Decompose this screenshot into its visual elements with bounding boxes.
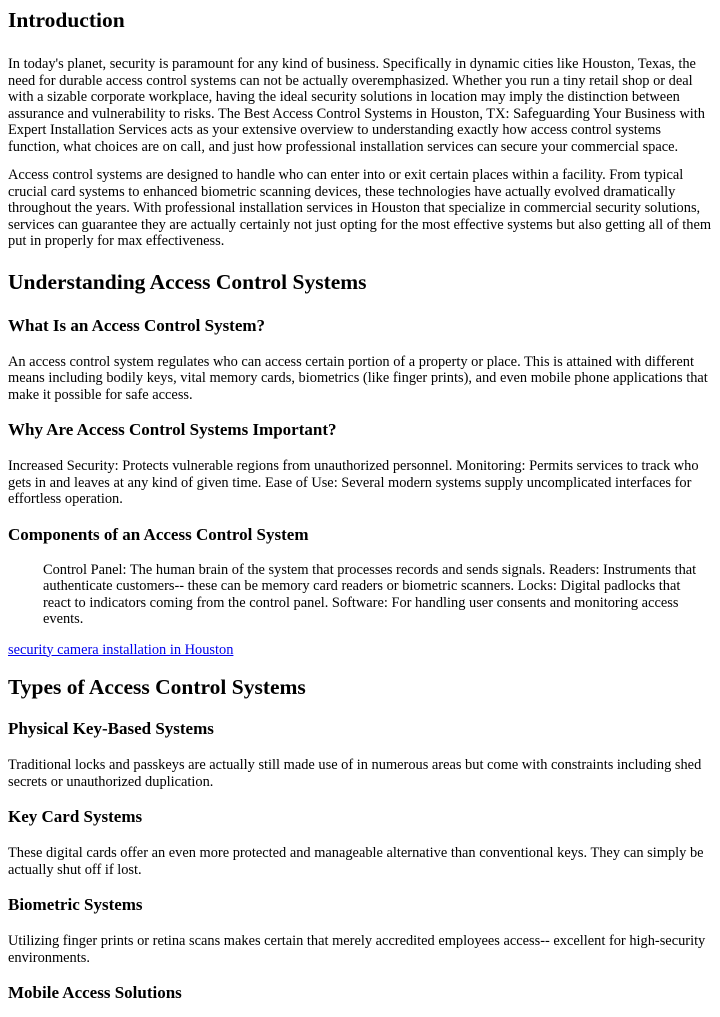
intro-heading: Introduction: [8, 8, 125, 32]
what-is-heading: What Is an Access Control System?: [8, 315, 266, 335]
types-heading: Types of Access Control Systems: [8, 675, 306, 699]
intro-paragraph-1: In today's planet, security is paramount for any kind of business. Specifically in dynamic cities like Houston, Texas, the need for durable access control systems can not be actually overemphasized. Whether you run a tiny retail shop or deal with a sizable corporate workplace, having the ideal security solutions in location may imply the distinction between assurance and vulnerability to risks. The Best Access Control Systems in Houston, TX: Safeguarding Your Business with Expert Installation Services acts as your extensive overview to understanding exactly how access control systems function, what choices are on call, and just how professional installation services can secure your commercial space.: [8, 56, 705, 155]
why-important-paragraph: Increased Security: Protects vulnerable regions from unauthorized personnel. Monitoring: Permits services to track who gets in and leaves at any kind of given time. Ease of Use: Several modern systems supply uncomplicated interfaces for effortless operation.: [8, 458, 699, 507]
biometric-heading: Biometric Systems: [8, 895, 143, 914]
what-is-paragraph: An access control system regulates who can access certain portion of a property or place. This is attained with different means including bodily keys, vital memory cards, biometrics (like finger prints), and even mobile phone applications that make it possible for safe access.: [8, 353, 708, 403]
physical-key-heading: Physical Key-Based Systems: [8, 719, 214, 738]
security-camera-link[interactable]: security camera installation in Houston: [8, 641, 234, 658]
components-heading: Components of an Access Control System: [8, 524, 309, 544]
biometric-paragraph: Utilizing finger prints or retina scans makes certain that merely accredited employees access-- excellent for high-security environments.: [8, 933, 706, 966]
physical-key-paragraph: Traditional locks and passkeys are actually still made use of in numerous areas but come with constraints including shed secrets or unauthorized duplication.: [8, 757, 702, 790]
key-card-heading: Key Card Systems: [8, 807, 143, 826]
intro-paragraph-2: Access control systems are designed to handle who can enter into or exit certain places within a facility. From typical crucial card systems to enhanced biometric scanning devices, these technologies have actually evolved dramatically throughout the years. With professional installation services in Houston that specialize in commercial security solutions, services can guarantee they are actually certainly not just opting for the most effective systems but also getting all of them put in properly for max effectiveness.: [8, 167, 712, 249]
understanding-heading: Understanding Access Control Systems: [8, 269, 367, 294]
mobile-access-heading: Mobile Access Solutions: [8, 983, 182, 1002]
components-blockquote: Control Panel: The human brain of the system that processes records and sends signals. Readers: Instruments that authenticate customers-- these can be memory card readers or biometric scanners. Locks: Digital padlocks that react to indicators coming from the control panel. Software: For handling user consents and monitoring access events.: [43, 561, 697, 627]
why-important-heading: Why Are Access Control Systems Important?: [8, 420, 337, 439]
key-card-paragraph: These digital cards offer an even more protected and manageable alternative than conventional keys. They can simply be actually shut off if lost.: [8, 845, 704, 878]
